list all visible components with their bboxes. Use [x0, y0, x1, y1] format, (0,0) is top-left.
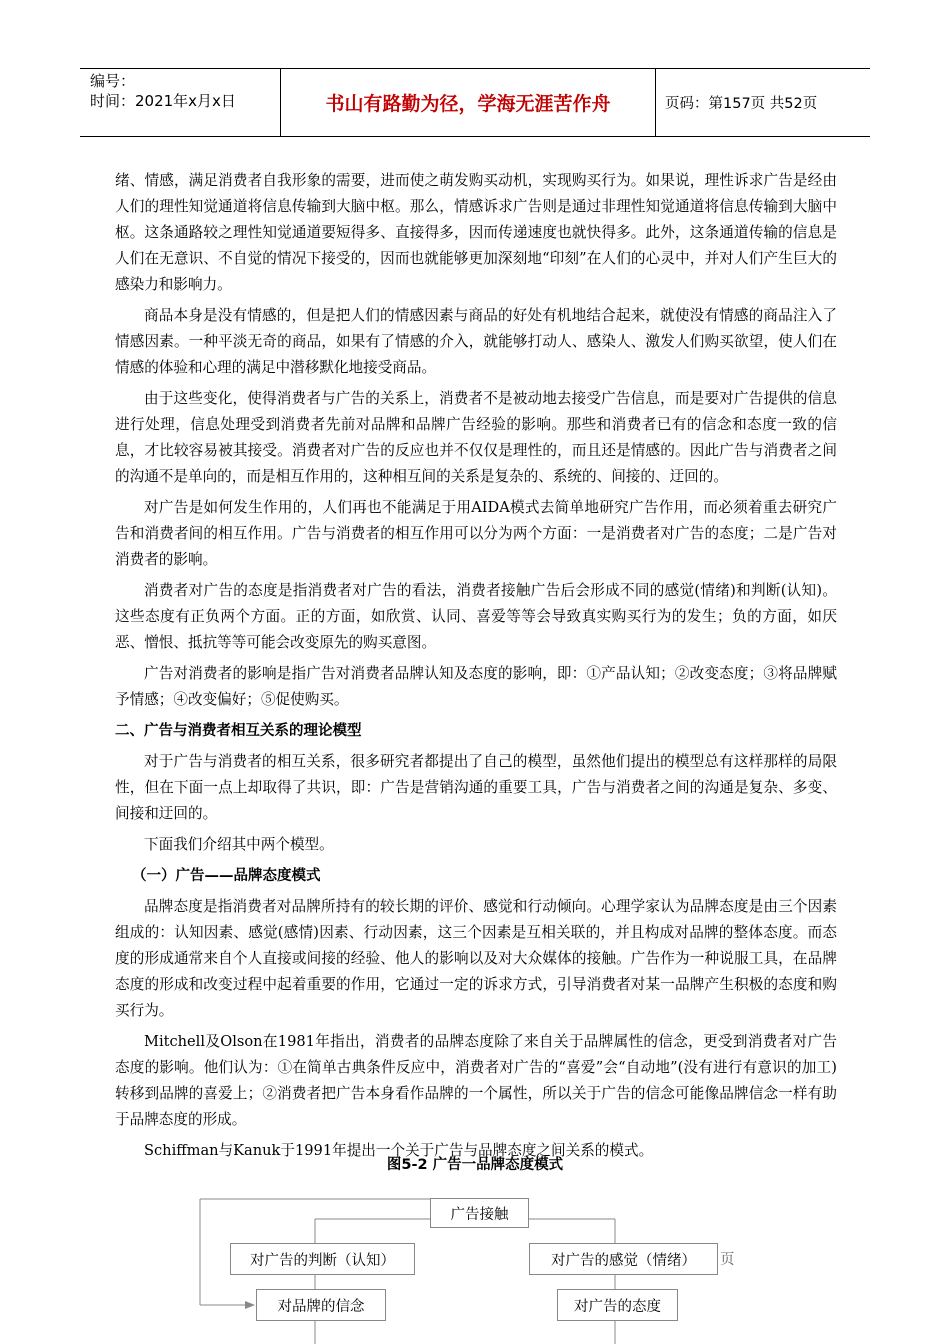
- node-ad-attitude: 对广告的态度: [557, 1289, 678, 1321]
- page-header: [80, 68, 870, 137]
- ad-brand-attitude-diagram: [0, 1185, 950, 1344]
- body-paragraph: 品牌态度是指消费者对品牌所持有的较长期的评价、感觉和行动倾向。心理学家认为品牌态度是由三个因素组成的：认知因素、感觉(感情)因素、行动因素，这三个因素是互相关联的，并且构成对品牌的整体态度。而态度的形成通常来自个人直接或间接的经验、他人的影响以及对大众媒体的接触。广告作为一种说服工具，在品牌态度的形成和改变过程中起着重要的作用，它通过一定的诉求方式，引导消费者对某一品牌产生积极的态度和购买行为。: [115, 898, 837, 1019]
- body-paragraph: 由于这些变化，使得消费者与广告的关系上，消费者不是被动地去接受广告信息，而是要对广告提供的信息进行处理，信息处理受到消费者先前对品牌和品牌广告经验的影响。那些和消费者已有的信念和态度一致的信息，才比较容易被其接受。消费者对广告的反应也并不仅仅是理性的，而且还是情感的。因此广告与消费者之间的沟通不是单向的，而是相互作用的，这种相互间的关系是复杂的、系统的、间接的、迂回的。: [115, 390, 837, 485]
- doc-number-label: 编号：: [90, 72, 136, 90]
- body-paragraph: Schiffman与Kanuk于1991年提出一个关于广告与品牌态度之间关系的模式。: [144, 1142, 654, 1159]
- body-paragraph: 绪、情感，满足消费者自我形象的需要，进而使之萌发购买动机，实现购买行为。如果说，理性诉求广告是经由人们的理性知觉通道将信息传输到大脑中枢。那么，情感诉求广告则是通过非理性知觉通道将信息传输到大脑中枢。这条通路较之理性知觉通道要短得多、直接得多，因而传递速度也就快得多。此外，这条通道传输的信息是人们在无意识、不自觉的情况下接受的，因而也就能够更加深刻地“印刻”在人们的心灵中，并对人们产生巨大的感染力和影响力。: [115, 172, 837, 293]
- header-motto: 书山有路勤为径，学海无涯苦作舟: [280, 69, 656, 136]
- document-body: [115, 168, 837, 1169]
- node-ad-exposure: 广告接触: [430, 1198, 529, 1228]
- node-ad-feeling: 对广告的感觉（情绪）: [529, 1243, 718, 1275]
- body-paragraph: 对于广告与消费者的相互关系，很多研究者都提出了自己的模型，虽然他们提出的模型总有这样那样的局限性，但在下面一点上却取得了共识，即：广告是营销沟通的重要工具，广告与消费者之间的沟通是复杂、多变、间接和迂回的。: [115, 753, 837, 822]
- node-ad-judgment: 对广告的判断（认知）: [230, 1243, 415, 1275]
- body-paragraph: 下面我们介绍其中两个模型。: [144, 836, 334, 853]
- body-paragraph: Mitchell及Olson在1981年指出，消费者的品牌态度除了来自关于品牌属性的信念，更受到消费者对广告态度的影响。他们认为：①在简单古典条件反应中，消费者对广告的“喜爱”会“自动地”(没有进行有意识的加工)转移到品牌的喜爱上；②消费者把广告本身看作品牌的一个属性，所以关于广告的信念可能像品牌信念一样有助于品牌态度的形成。: [115, 1033, 837, 1128]
- body-paragraph: 商品本身是没有情感的，但是把人们的情感因素与商品的好处有机地结合起来，就使没有情感的商品注入了情感因素。一种平淡无奇的商品，如果有了情感的介入，就能够打动人、感染人、激发人们购买欲望，使人们在情感的体验和心理的满足中潜移默化地接受商品。: [115, 307, 837, 376]
- body-paragraph: 广告对消费者的影响是指广告对消费者品牌认知及态度的影响，即：①产品认知；②改变态度；③将品牌赋予情感；④改变偏好；⑤促使购买。: [115, 665, 837, 708]
- header-meta: [80, 69, 280, 136]
- body-paragraph: 对广告是如何发生作用的，人们再也不能满足于用AIDA模式去简单地研究广告作用，而必须着重去研究广告和消费者间的相互作用。广告与消费者的相互作用可以分为两个方面：一是消费者对广告的态度；二是广告对消费者的影响。: [115, 499, 837, 568]
- body-paragraph: 消费者对广告的态度是指消费者对广告的看法，消费者接触广告后会形成不同的感觉(情绪)和判断(认知)。这些态度有正负两个方面。正的方面，如欣赏、认同、喜爱等等会导致真实购买行为的发生；负的方面，如厌恶、憎恨、抵抗等等可能会改变原先的购买意图。: [115, 582, 837, 651]
- subsection-heading: （一）广告——品牌态度模式: [132, 868, 321, 884]
- doc-time-label: 时间：2021年x月x日: [90, 92, 236, 110]
- section-heading: 二、广告与消费者相互关系的理论模型: [115, 723, 362, 739]
- page-number-label: 页码：第157页 共52页: [665, 96, 818, 112]
- node-brand-belief: 对品牌的信念: [256, 1289, 386, 1321]
- stray-page-char: 页: [720, 1252, 735, 1268]
- figure-caption: 图5-2 广告一品牌态度模式: [386, 1157, 564, 1173]
- arrow-head: [245, 1301, 255, 1309]
